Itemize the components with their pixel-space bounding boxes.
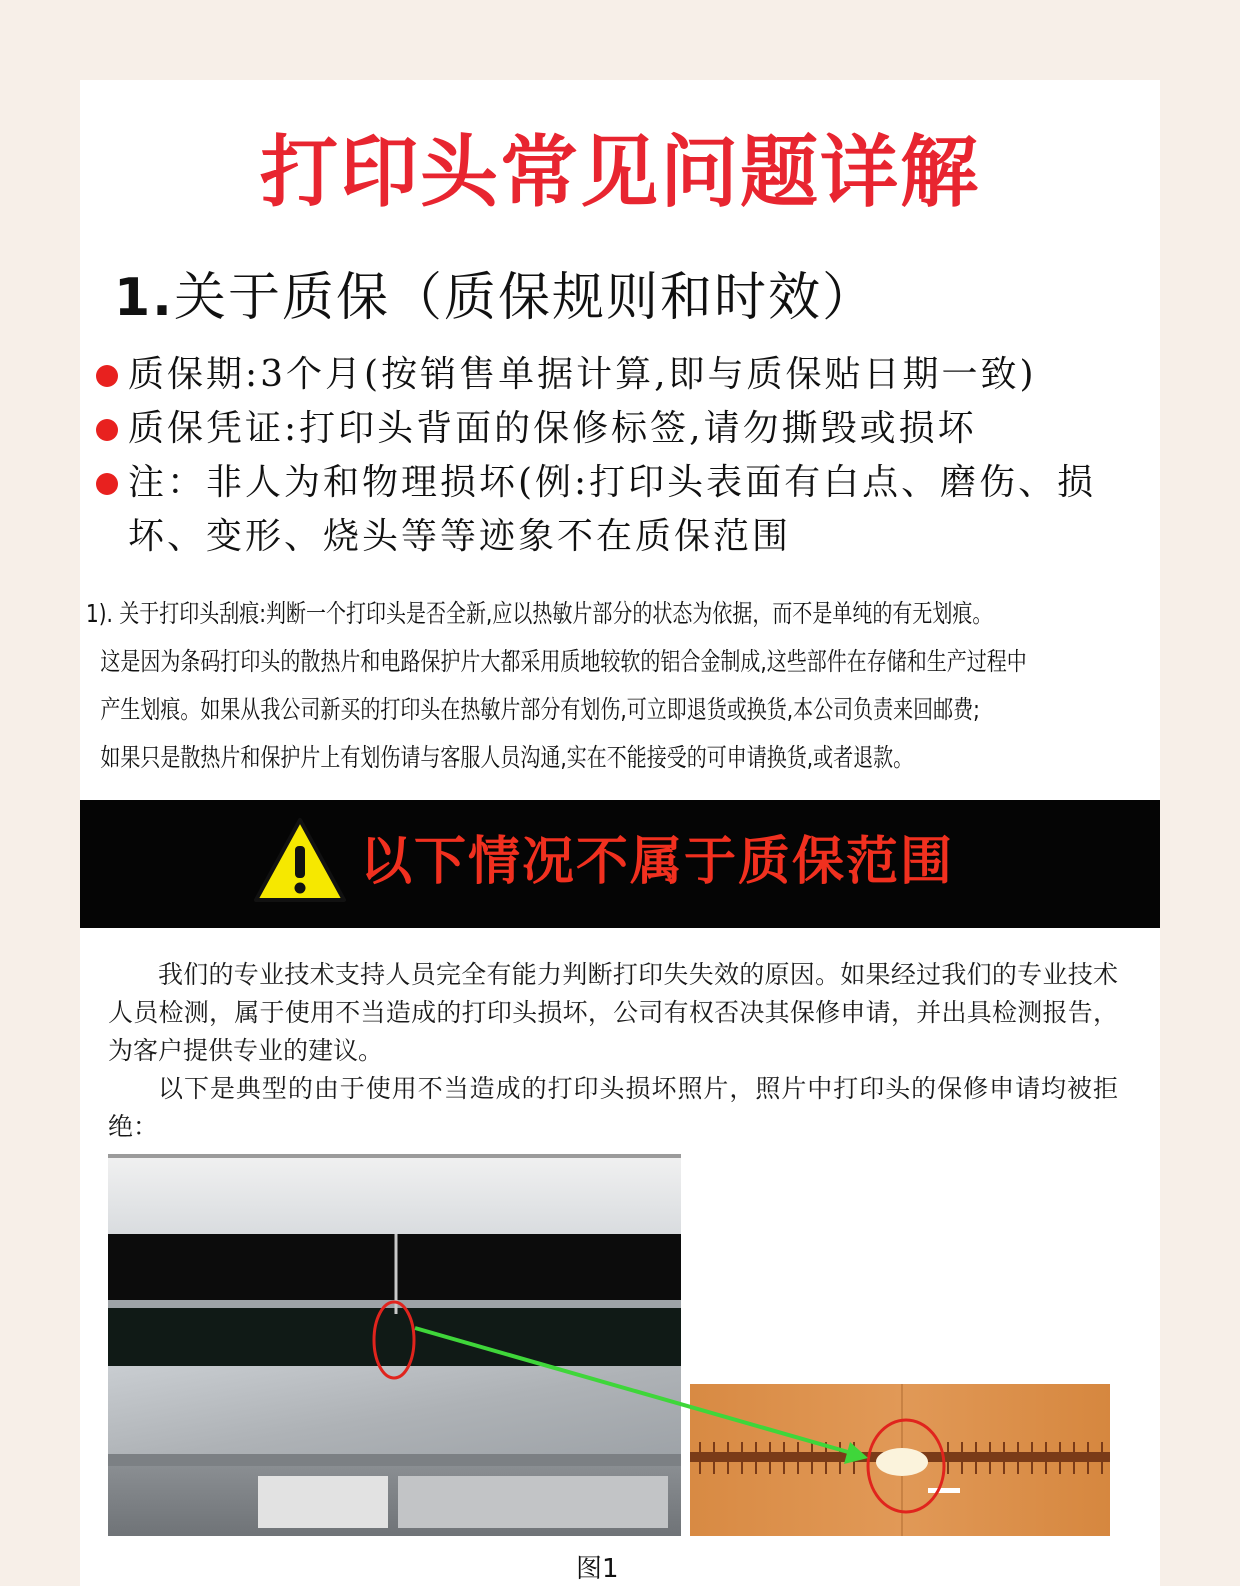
bullet-warranty-proof bbox=[94, 402, 1144, 456]
note-line: 产生划痕。如果从我公司新买的打印头在热敏片部分有划伤,可立即退货或换货,本公司负责来回邮费; bbox=[100, 695, 980, 724]
scratch-notes bbox=[86, 590, 1146, 782]
warning-triangle-icon bbox=[252, 816, 348, 904]
warning-text: 以下情况不属于质保范围 bbox=[360, 832, 955, 892]
printhead-closeup-illustration bbox=[690, 1384, 1110, 1536]
figure-caption: 图1 bbox=[576, 1554, 619, 1584]
bullet-text: 注：非人为和物理损坏(例:打印头表面有白点、磨伤、损坏、变形、烧头等等迹象不在质保范围 bbox=[128, 462, 1097, 557]
bullet-text: 质保凭证:打印头背面的保修标签,请勿撕毁或损坏 bbox=[128, 408, 977, 449]
bullet-warranty-period bbox=[94, 348, 1144, 402]
warranty-bullet-list bbox=[94, 348, 1144, 564]
section-heading bbox=[114, 266, 876, 330]
note-line: 如果只是散热片和保护片上有划伤请与客服人员沟通,实在不能接受的可申请换货,或者退款。 bbox=[100, 743, 914, 772]
body-paragraph: 以下是典型的由于使用不当造成的打印头损坏照片，照片中打印头的保修申请均被拒绝： bbox=[108, 1074, 1118, 1141]
body-paragraph: 我们的专业技术支持人员完全有能力判断打印失失效的原因。如果经过我们的专业技术人员检测，属于使用不当造成的打印头损坏，公司有权否决其保修申请，并出具检测报告，为客户提供专业的建议。 bbox=[108, 960, 1118, 1065]
section-number: 1. bbox=[114, 268, 174, 328]
page-title: 打印头常见问题详解 bbox=[259, 128, 980, 218]
printhead-closeup-photo bbox=[690, 1384, 1110, 1536]
printhead-photo bbox=[108, 1154, 681, 1536]
printhead-photo-illustration bbox=[108, 1154, 681, 1536]
body-text bbox=[108, 956, 1118, 1146]
bullet-dot-icon bbox=[96, 365, 118, 387]
warning-banner bbox=[80, 800, 1160, 928]
section-heading-text: 关于质保（质保规则和时效） bbox=[173, 268, 876, 328]
document-page bbox=[80, 80, 1160, 1586]
bullet-note bbox=[94, 456, 1144, 564]
note-line: 这是因为条码打印头的散热片和电路保护片大都采用质地较软的铝合金制成,这些部件在存储和生产过程中 bbox=[100, 647, 1027, 676]
bullet-dot-icon bbox=[96, 419, 118, 441]
note-line: 1). 关于打印头刮痕:判断一个打印头是否全新,应以热敏片部分的状态为依据，而不是单纯的有无划痕。 bbox=[86, 599, 993, 628]
bullet-dot-icon bbox=[96, 473, 118, 495]
bullet-text: 质保期:3个月(按销售单据计算,即与质保贴日期一致) bbox=[128, 354, 1037, 395]
